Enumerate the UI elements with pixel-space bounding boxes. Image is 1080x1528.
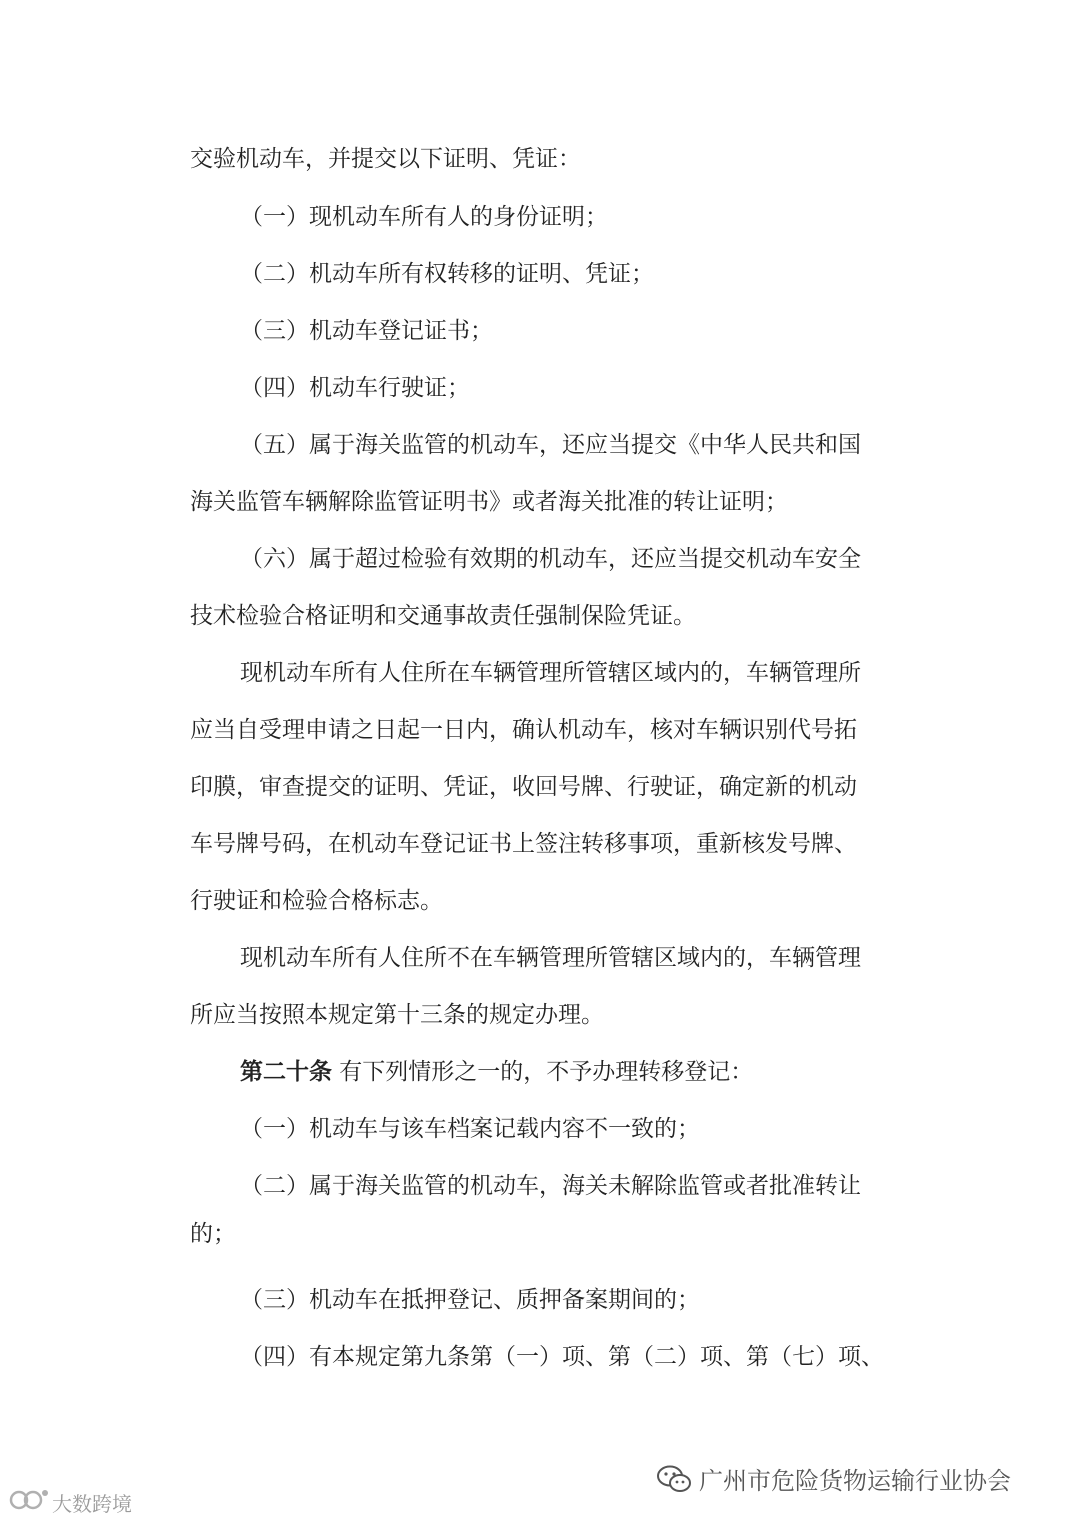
article-heading-line — [240, 1057, 960, 1087]
text-line: 行驶证和检验合格标志。 — [190, 888, 443, 914]
text-line: 应当自受理申请之日起一日内，确认机动车，核对车辆识别代号拓 — [190, 717, 857, 743]
text-line: 交验机动车，并提交以下证明、凭证： — [190, 146, 581, 172]
text-line: （三）机动车在抵押登记、质押备案期间的； — [240, 1287, 700, 1313]
text-line: 技术检验合格证明和交通事故责任强制保险凭证。 — [190, 603, 696, 629]
text-line: 现机动车所有人住所不在车辆管理所管辖区域内的，车辆管理 — [240, 945, 861, 971]
logo-mark-icon — [8, 1487, 52, 1518]
text-line: （一）机动车与该车档案记载内容不一致的； — [240, 1116, 700, 1142]
text-line: （四）机动车行驶证； — [240, 375, 470, 401]
text-line: （一）现机动车所有人的身份证明； — [240, 204, 608, 230]
wechat-icon — [655, 1464, 693, 1494]
logo-text: 大数跨境 — [52, 1492, 132, 1516]
text-line: （五）属于海关监管的机动车，还应当提交《中华人民共和国 — [240, 432, 861, 458]
text-line: （四）有本规定第九条第（一）项、第（二）项、第（七）项、 — [240, 1344, 884, 1370]
text-line: 的； — [190, 1221, 236, 1247]
watermark-text: 广州市危险货物运输行业协会 — [699, 1467, 1011, 1495]
text-line: 现机动车所有人住所在车辆管理所管辖区域内的，车辆管理所 — [240, 660, 861, 686]
article-text: 有下列情形之一的，不予办理转移登记： — [332, 1059, 754, 1085]
text-line: （三）机动车登记证书； — [240, 318, 493, 344]
article-number: 第二十条 — [240, 1058, 332, 1085]
text-line: 海关监管车辆解除监管证明书》或者海关批准的转让证明； — [190, 489, 788, 515]
text-line: （六）属于超过检验有效期的机动车，还应当提交机动车安全 — [240, 546, 861, 572]
watermark — [655, 1461, 1011, 1496]
text-line: 所应当按照本规定第十三条的规定办理。 — [190, 1002, 604, 1028]
text-line: （二）属于海关监管的机动车，海关未解除监管或者批准转让 — [240, 1173, 861, 1199]
text-line: （二）机动车所有权转移的证明、凭证； — [240, 261, 654, 287]
text-line: 车号牌号码，在机动车登记证书上签注转移事项，重新核发号牌、 — [190, 831, 857, 857]
text-line: 印膜，审查提交的证明、凭证，收回号牌、行驶证，确定新的机动 — [190, 774, 857, 800]
brand-logo — [8, 1487, 132, 1518]
